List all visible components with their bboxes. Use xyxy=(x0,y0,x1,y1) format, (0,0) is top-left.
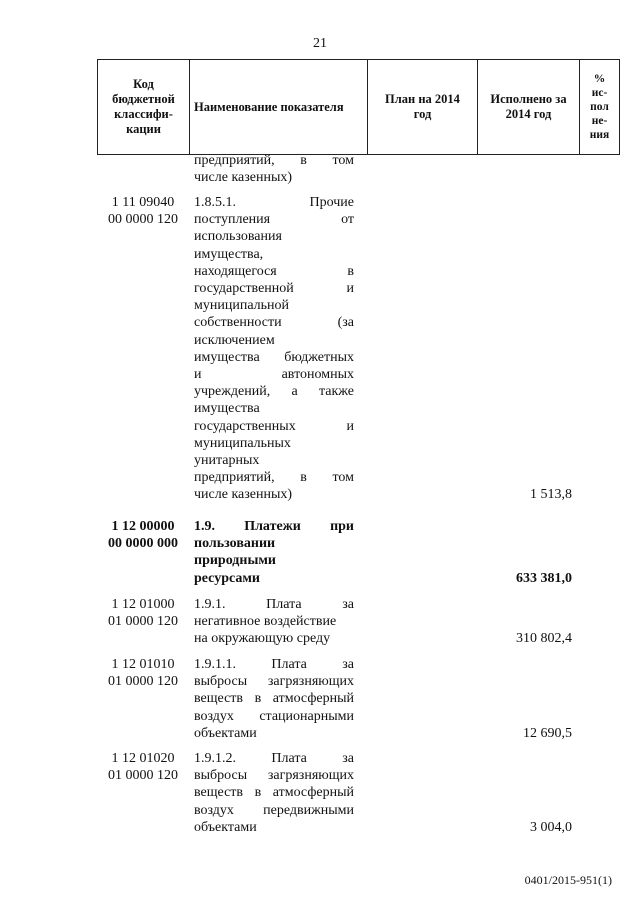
indicator-name-line: веществ в атмосферный xyxy=(194,785,354,801)
executed-value: 12 690,5 xyxy=(523,725,572,741)
indicator-name-line: воздух стационарными xyxy=(194,708,354,724)
indicator-name-line: воздух передвижными xyxy=(194,802,354,818)
indicator-name-line: природными xyxy=(194,553,276,569)
indicator-name-line: находящегося в xyxy=(194,263,354,279)
indicator-name-line: веществ в атмосферный xyxy=(194,691,354,707)
budget-code-line: 01 0000 120 xyxy=(108,614,178,630)
indicator-name-line: объектами xyxy=(194,725,257,741)
executed-value: 633 381,0 xyxy=(516,570,572,586)
indicator-name-line: 1.9.1.1. Плата за xyxy=(194,657,354,672)
indicator-name-line: выбросы загрязняющих xyxy=(194,674,354,690)
indicator-name-line: и автономных xyxy=(194,367,354,383)
indicator-name-line: имущества бюджетных xyxy=(194,349,354,365)
indicator-name-line: государственных и xyxy=(194,418,354,434)
indicator-name-line: на окружающую среду xyxy=(194,631,331,647)
indicator-name-line: 1.9.1.2. Плата за xyxy=(194,751,354,766)
budget-code-line: 1 12 01010 xyxy=(111,657,175,672)
document-code: 0401/2015-951(1) xyxy=(524,873,612,887)
budget-code xyxy=(99,750,187,784)
indicator-name-line: 1.9.1. Плата за xyxy=(194,597,354,612)
budget-code xyxy=(99,596,187,630)
budget-code xyxy=(99,194,187,228)
header-name: Наименование показателя xyxy=(190,60,368,155)
indicator-name-line: выбросы загрязняющих xyxy=(194,768,354,784)
indicator-name-line: муниципальной xyxy=(194,298,290,314)
indicator-name xyxy=(194,750,354,836)
indicator-name-line: использования xyxy=(194,229,282,245)
indicator-name-line: числе казенных) xyxy=(194,487,293,503)
budget-code-line: 01 0000 120 xyxy=(108,674,178,690)
indicator-name-line: ресурсами xyxy=(194,570,260,586)
indicator-name xyxy=(194,152,354,186)
indicator-name-line: предприятий, в том xyxy=(194,470,354,486)
indicator-name-line: исключением xyxy=(194,332,275,348)
budget-code xyxy=(99,656,187,690)
budget-code-line: 1 12 01000 xyxy=(111,597,175,612)
indicator-name-line: унитарных xyxy=(194,453,260,469)
indicator-name-line: имущества xyxy=(194,401,260,417)
indicator-name-line: имущества, xyxy=(194,246,264,262)
budget-code-line: 1 12 00000 xyxy=(111,519,175,534)
budget-code-line: 00 0000 000 xyxy=(108,536,178,552)
indicator-name-line: 1.8.5.1. Прочие xyxy=(194,195,354,210)
budget-code xyxy=(99,518,187,552)
header-plan: План на 2014 год xyxy=(368,60,478,155)
indicator-name-line: муниципальных xyxy=(194,435,291,451)
indicator-name-line: 1.9. Платежи при xyxy=(194,519,354,534)
executed-value: 310 802,4 xyxy=(516,631,572,647)
budget-code-line: 01 0000 120 xyxy=(108,768,178,784)
indicator-name-line: объектами xyxy=(194,819,257,835)
header-code: Код бюджетной классифи- кации xyxy=(98,60,190,155)
indicator-name-line: государственной и xyxy=(194,281,354,297)
header-percent: % ис- пол не- ния xyxy=(580,60,620,155)
budget-code-line: 00 0000 120 xyxy=(108,212,178,228)
executed-value: 1 513,8 xyxy=(530,487,572,503)
indicator-name-line: пользовании xyxy=(194,536,276,552)
header-executed: Исполнено за 2014 год xyxy=(478,60,580,155)
indicator-name-line: предприятий, в том xyxy=(194,153,354,168)
indicator-name-line: учреждений, а также xyxy=(194,384,354,400)
table-header xyxy=(97,59,620,155)
indicator-name xyxy=(194,656,354,742)
budget-code-line: 1 11 09040 xyxy=(111,195,175,210)
executed-value: 3 004,0 xyxy=(530,819,572,835)
budget-code-line: 1 12 01020 xyxy=(111,751,175,766)
indicator-name xyxy=(194,596,354,648)
indicator-name-line: поступления от xyxy=(194,212,354,228)
indicator-name-line: негативное воздействие xyxy=(194,614,337,630)
indicator-name-line: собственности (за xyxy=(194,315,354,331)
indicator-name xyxy=(194,518,354,587)
indicator-name xyxy=(194,194,354,504)
indicator-name-line: числе казенных) xyxy=(194,170,293,186)
page-number: 21 xyxy=(313,36,327,51)
